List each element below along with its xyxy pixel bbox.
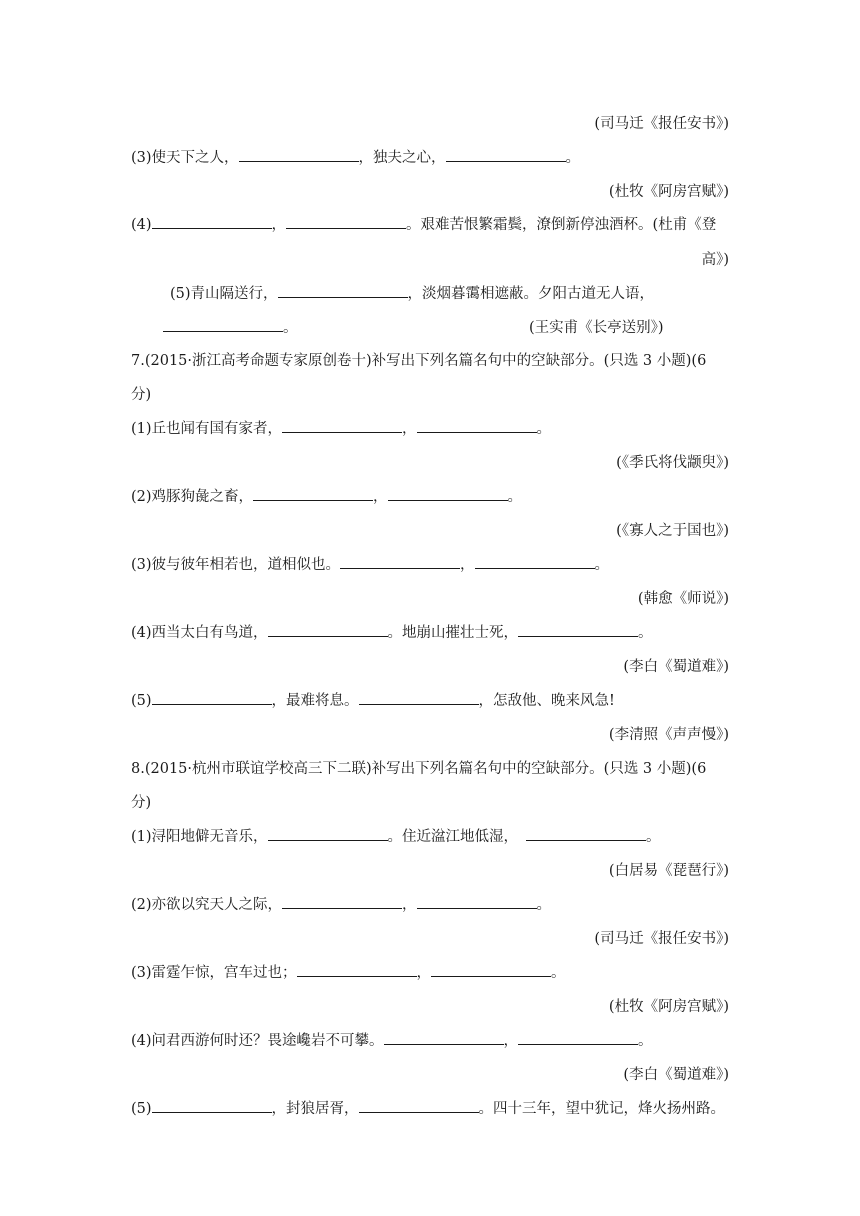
item-text: (1)丘也闻有国有家者， <box>131 421 283 437</box>
source-citation: (《寡人之于国也》) <box>616 523 729 539</box>
item-text: (2)鸡豚狗彘之畜， <box>131 489 254 505</box>
item-text: 。 <box>638 1033 653 1049</box>
answer-blank[interactable] <box>278 284 408 298</box>
source-citation: (司马迁《报任安书》) <box>594 931 729 947</box>
item-text: 。住近湓江地低湿， <box>387 829 519 845</box>
item-text: (2)亦欲以究天人之际， <box>131 897 283 913</box>
item-text: ，封狼居胥， <box>271 1101 359 1117</box>
item-text: (3)雷霆乍惊，宫车过也； <box>131 965 297 981</box>
item-text: 。 <box>638 625 653 641</box>
question-item <box>131 893 729 914</box>
item-text: ， <box>503 1033 519 1049</box>
question-heading: 7.(2015·浙江高考命题专家原创卷十)补写出下列名篇名句中的空缺部分。(只选 3 小题)(6 <box>131 353 707 369</box>
item-text: ， <box>271 217 287 233</box>
source-citation: (司马迁《报任安书》) <box>594 116 729 132</box>
answer-blank[interactable] <box>340 555 460 569</box>
item-text: (5)青山隔送行， <box>170 286 278 302</box>
answer-blank[interactable] <box>282 419 402 433</box>
question-item <box>131 213 729 234</box>
question-item <box>131 417 729 438</box>
item-text: (5) <box>131 1101 152 1117</box>
answer-blank[interactable] <box>431 963 551 977</box>
answer-blank[interactable] <box>526 827 646 841</box>
answer-blank[interactable] <box>297 963 417 977</box>
item-text: (1)浔阳地僻无音乐， <box>131 829 268 845</box>
answer-blank[interactable] <box>286 215 406 229</box>
answer-blank[interactable] <box>518 1031 638 1045</box>
answer-blank[interactable] <box>417 895 537 909</box>
item-text: 。四十三年，望中犹记，烽火扬州路。 <box>478 1101 726 1117</box>
item-text: (4) <box>131 217 152 233</box>
source-citation: (杜牧《阿房宫赋》) <box>608 999 729 1015</box>
item-text: ， <box>373 489 388 505</box>
item-text: (4)西当太白有鸟道， <box>131 625 268 641</box>
item-text: 。 <box>565 150 581 166</box>
question-item <box>131 825 729 846</box>
question-item <box>131 621 729 642</box>
answer-blank[interactable] <box>152 691 272 705</box>
answer-blank[interactable] <box>253 487 373 501</box>
answer-blank[interactable] <box>163 318 283 332</box>
item-text: 。 <box>594 557 610 573</box>
answer-blank[interactable] <box>268 623 388 637</box>
source-citation: (白居易《琵琶行》) <box>608 863 729 879</box>
answer-blank[interactable] <box>388 487 508 501</box>
answer-blank[interactable] <box>475 555 595 569</box>
source-citation: 高》) <box>701 252 729 268</box>
question-item <box>131 1029 729 1050</box>
source-citation: (李白《蜀道难》) <box>623 1067 729 1083</box>
item-text: ，最难将息。 <box>271 693 359 709</box>
answer-blank[interactable] <box>152 215 272 229</box>
answer-blank[interactable] <box>268 827 388 841</box>
item-text: ，怎敌他、晚来风急! <box>478 693 615 709</box>
answer-blank[interactable] <box>446 148 566 162</box>
question-item <box>131 961 729 982</box>
item-text: ，独夫之心， <box>358 150 446 166</box>
answer-blank[interactable] <box>359 1099 479 1113</box>
answer-blank[interactable] <box>282 895 402 909</box>
source-citation: (杜牧《阿房宫赋》) <box>608 184 729 200</box>
item-text: (5) <box>131 693 152 709</box>
item-text: 。 <box>536 897 552 913</box>
answer-blank[interactable] <box>239 148 359 162</box>
question-heading: 8.(2015·杭州市联谊学校高三下二联)补写出下列名篇名句中的空缺部分。(只选 3 小题)(6 <box>131 761 707 777</box>
item-text: ， <box>402 897 417 913</box>
item-text: 。艰难苦恨繁霜鬓，潦倒新停浊酒杯。(杜甫《登 <box>406 217 717 233</box>
question-item <box>170 282 729 303</box>
question-heading: 分) <box>131 795 152 811</box>
question-item <box>131 1097 729 1118</box>
item-text: (3)彼与彼年相若也，道相似也。 <box>131 557 341 573</box>
item-text: ，淡烟暮霭相遮蔽。夕阳古道无人语， <box>407 286 655 302</box>
item-text: ， <box>460 557 475 573</box>
answer-blank[interactable] <box>359 691 479 705</box>
source-citation: (韩愈《师说》) <box>637 591 729 607</box>
answer-blank[interactable] <box>518 623 638 637</box>
answer-blank[interactable] <box>152 1099 272 1113</box>
item-text: 。 <box>536 421 552 437</box>
source-citation: (李清照《声声慢》) <box>608 727 729 743</box>
source-citation: (王实甫《长亭送别》) <box>529 320 664 336</box>
item-text: 。 <box>551 965 566 981</box>
item-text: ， <box>402 421 417 437</box>
question-item <box>131 689 729 710</box>
answer-blank[interactable] <box>384 1031 504 1045</box>
item-text: 。 <box>283 320 298 336</box>
item-text: 。地崩山摧壮士死， <box>387 625 519 641</box>
item-text: 。 <box>646 829 661 845</box>
answer-blank[interactable] <box>417 419 537 433</box>
item-text: (4)问君西游何时还？畏途巉岩不可攀。 <box>131 1033 384 1049</box>
question-item <box>131 485 729 506</box>
question-item <box>163 316 463 337</box>
source-citation: (《季氏将伐颛臾》) <box>616 455 729 471</box>
question-item <box>131 146 729 167</box>
question-heading: 分) <box>131 387 152 403</box>
item-text: 。 <box>507 489 523 505</box>
source-citation: (李白《蜀道难》) <box>623 659 729 675</box>
item-text: (3)使天下之人， <box>131 150 239 166</box>
item-text: ， <box>416 965 432 981</box>
question-item <box>131 553 729 574</box>
